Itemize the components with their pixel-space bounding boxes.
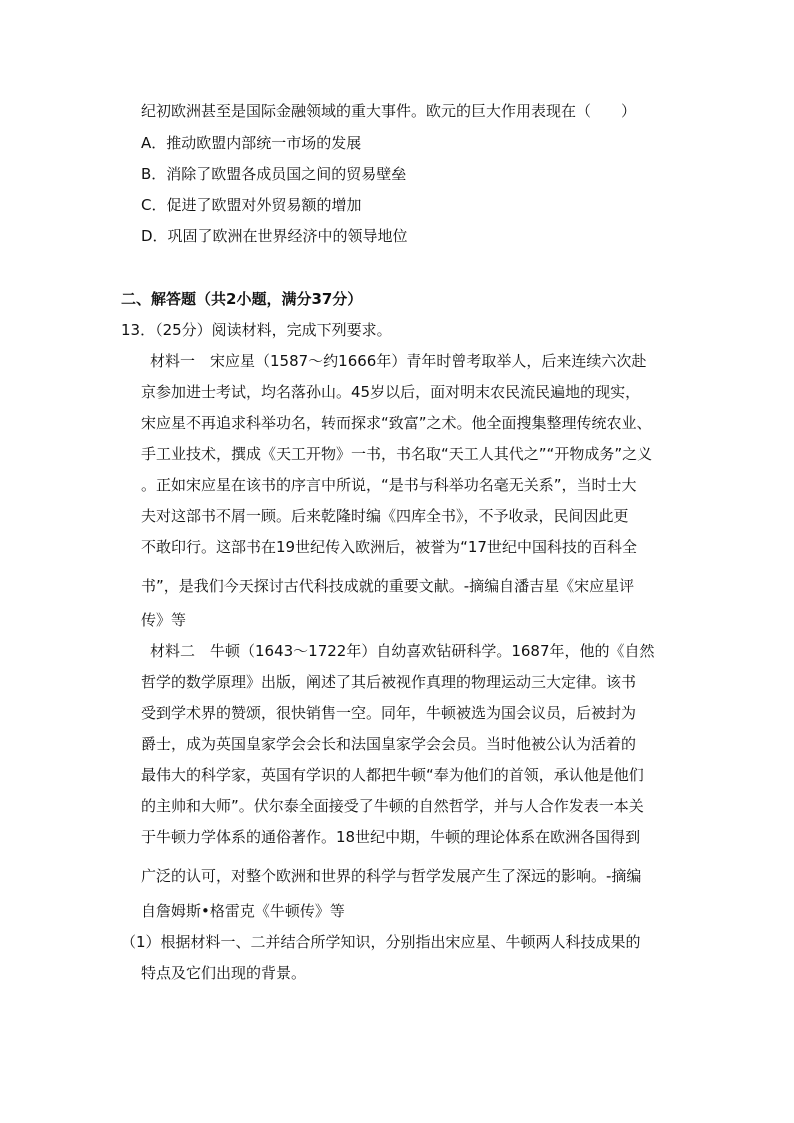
question-13-sub-1: 特点及它们出现的背景。 <box>141 964 307 982</box>
material-1-line: 书”，是我们今天探讨古代科技成就的重要文献。-摘编自潘吉星《宋应星评 <box>141 577 635 595</box>
material-2-line: 哲学的数学原理》出版，阐述了其后被视作真理的物理运动三大定律。该书 <box>141 673 637 691</box>
question-13-prompt: 13．（25分）阅读材料，完成下列要求。 <box>121 321 392 339</box>
material-2-line: 广泛的认可，对整个欧洲和世界的科学与哲学发展产生了深远的影响。-摘编 <box>141 867 642 885</box>
question-12-option-b: B．消除了欧盟各成员国之间的贸易壁垒 <box>141 165 407 183</box>
material-1-line: 京参加进士考试，均名落孙山。45岁以后，面对明末农民流民遍地的现实， <box>141 383 641 401</box>
question-13-sub-1: （1）根据材料一、二并结合所学知识，分别指出宋应星、牛顿两人科技成果的 <box>121 933 641 951</box>
material-2-line: 材料二 牛顿（1643～1722年）自幼喜欢钻研科学。1687年，他的《自然 <box>150 642 655 660</box>
material-2-line: 最伟大的科学家，英国有学识的人都把牛顿“奉为他们的首领，承认他是他们 <box>141 766 644 784</box>
material-1-line: 。正如宋应星在该书的序言中所说，“是书与科举功名毫无关系”，当时士大 <box>141 476 637 494</box>
question-12-stem-continued: 纪初欧洲甚至是国际金融领域的重大事件。欧元的巨大作用表现在（ ） <box>141 102 637 120</box>
material-1-line: 不敢印行。这部书在19世纪传入欧洲后，被誉为“17世纪中国科技的百科全 <box>141 538 637 556</box>
question-12-option-a: A．推动欧盟内部统一市场的发展 <box>141 134 362 152</box>
material-2-line: 自詹姆斯•格雷克《牛顿传》等 <box>141 902 345 920</box>
question-12-option-c: C．促进了欧盟对外贸易额的增加 <box>141 196 362 214</box>
question-12-option-d: D．巩固了欧洲在世界经济中的领导地位 <box>141 227 408 245</box>
material-2-line: 爵士，成为英国皇家学会会长和法国皇家学会会员。当时他被公认为活着的 <box>141 735 637 753</box>
material-1-line: 材料一 宋应星（1587～约1666年）青年时曾考取举人，后来连续六次赴 <box>150 352 647 370</box>
material-2-line: 的主帅和大师”。伏尔泰全面接受了牛顿的自然哲学，并与人合作发表一本关 <box>141 797 644 815</box>
material-1-line: 宋应星不再追求科举功名，转而探求“致富”之术。他全面搜集整理传统农业、 <box>141 414 652 432</box>
section-2-heading: 二、解答题（共2小题，满分37分） <box>121 290 363 308</box>
material-2-line: 受到学术界的赞颂，很快销售一空。同年，牛顿被选为国会议员，后被封为 <box>141 704 637 722</box>
material-1-line: 传》等 <box>141 611 187 629</box>
material-2-line: 于牛顿力学体系的通俗著作。18世纪中期，牛顿的理论体系在欧洲各国得到 <box>141 828 641 846</box>
material-1-line: 夫对这部书不屑一顾。后来乾隆时编《四库全书》，不予收录，民间因此更 <box>141 507 629 525</box>
material-1-line: 手工业技术，撰成《天工开物》一书，书名取“天工人其代之”“开物成务”之义 <box>141 445 653 463</box>
